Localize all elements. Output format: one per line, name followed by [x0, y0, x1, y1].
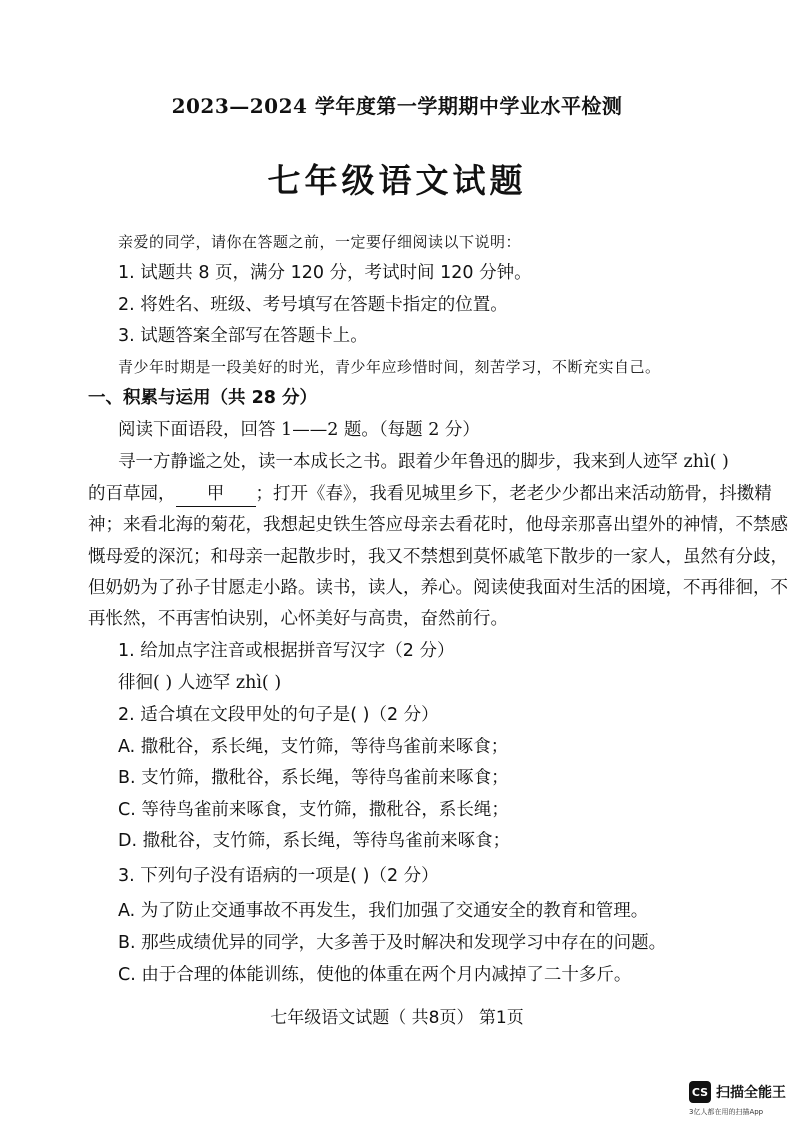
- question-2-option: D. 撒秕谷，支竹筛，系长绳，等待鸟雀前来啄食；: [118, 831, 511, 851]
- question-3-option: C. 由于合理的体能训练，使他的体重在两个月内减掉了二十多斤。: [118, 965, 632, 985]
- exam-header: 2023—2024 学年度第一学期期中学业水平检测: [171, 94, 623, 118]
- question-2-option: A. 撒秕谷，系长绳，支竹筛，等待鸟雀前来啄食；: [118, 737, 509, 757]
- blank-jia: 甲: [176, 482, 256, 507]
- passage-line: 慨母爱的深沉；和母亲一起散步时，我又不禁想到莫怀戚笔下散步的一家人，虽然有分歧，: [88, 547, 788, 567]
- question-3: 3. 下列句子没有语病的一项是( )（2 分）: [118, 866, 439, 886]
- reading-intro: 阅读下面语段，回答 1——2 题。（每题 2 分）: [118, 420, 480, 440]
- passage-line: [88, 482, 772, 507]
- question-2-option: B. 支竹筛，撒秕谷，系长绳，等待鸟雀前来啄食；: [118, 768, 509, 788]
- camscanner-logo-icon: CS: [689, 1081, 711, 1103]
- question-2: 2. 适合填在文段甲处的句子是( )（2 分）: [118, 705, 439, 725]
- passage-line: 神；来看北海的菊花，我想起史铁生答应母亲去看花时，他母亲那喜出望外的神情，不禁感: [88, 515, 788, 535]
- scanner-watermark: [689, 1081, 789, 1121]
- page-footer: 七年级语文试题（ 共8页） 第1页: [270, 1008, 524, 1028]
- question-1-answer-line: 徘徊( ) 人迹罕 zhì( ): [118, 673, 282, 693]
- section-heading: 一、积累与运用（共 28 分）: [88, 388, 318, 408]
- instruction-item: 1. 试题共 8 页，满分 120 分，考试时间 120 分钟。: [118, 263, 532, 283]
- passage-line: 寻一方静谧之处，读一本成长之书。跟着少年鲁迅的脚步，我来到人迹罕 zhì( ): [118, 452, 729, 472]
- instruction-item: 3. 试题答案全部写在答题卡上。: [118, 326, 368, 346]
- passage-line: 但奶奶为了孙子甘愿走小路。读书，读人，养心。阅读使我面对生活的困境，不再徘徊，不: [88, 578, 788, 598]
- question-1: 1. 给加点字注音或根据拼音写汉字（2 分）: [118, 641, 455, 661]
- exam-title: 七年级语文试题: [267, 161, 527, 200]
- instructions-intro: 亲爱的同学，请你在答题之前，一定要仔细阅读以下说明：: [118, 233, 522, 251]
- question-2-option: C. 等待鸟雀前来啄食，支竹筛，撒秕谷，系长绳；: [118, 800, 509, 820]
- motto: 青少年时期是一段美好的时光，青少年应珍惜时间，刻苦学习，不断充实自己。: [118, 358, 661, 376]
- passage-text: ；打开《春》，我看见城里乡下，老老少少都出来活动筋骨，抖擞精: [255, 484, 772, 504]
- scanner-tagline: 3亿人都在用的扫描App: [689, 1108, 764, 1116]
- scanner-app-name: 扫描全能王: [716, 1085, 786, 1101]
- instruction-item: 2. 将姓名、班级、考号填写在答题卡指定的位置。: [118, 295, 508, 315]
- question-3-option: B. 那些成绩优异的同学，大多善于及时解决和发现学习中存在的问题。: [118, 933, 667, 953]
- passage-text: 的百草园，: [88, 484, 176, 504]
- passage-line: 再怅然，不再害怕诀别，心怀美好与高贵，奋然前行。: [88, 609, 508, 629]
- question-3-option: A. 为了防止交通事故不再发生，我们加强了交通安全的教育和管理。: [118, 901, 649, 921]
